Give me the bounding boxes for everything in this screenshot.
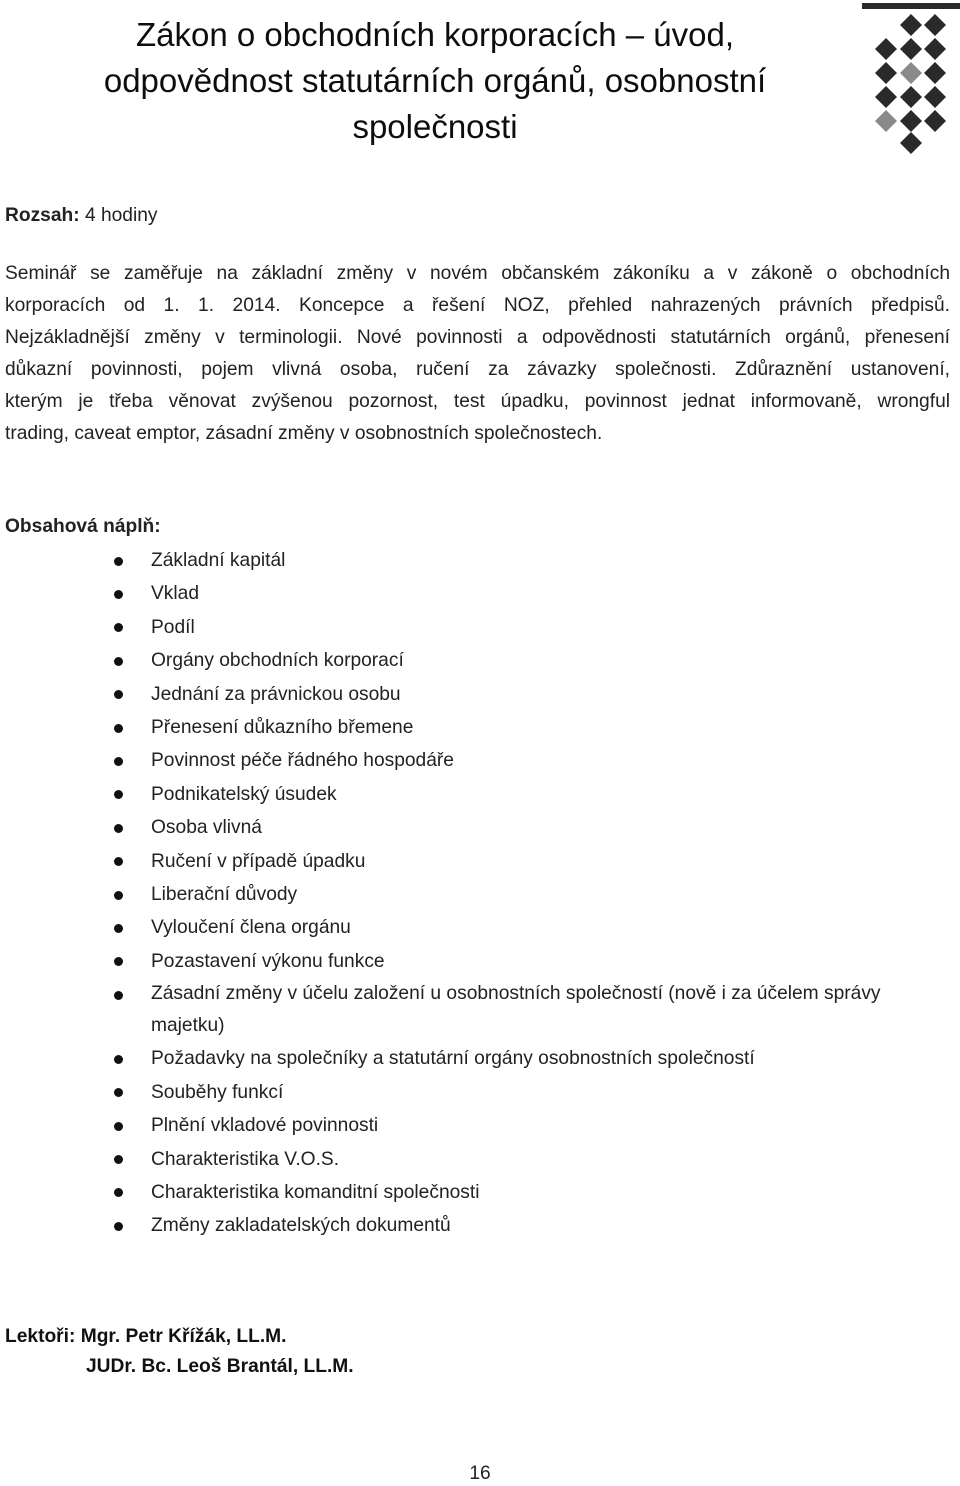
bullet-icon: [114, 790, 123, 799]
bullet-icon: [114, 623, 123, 632]
scope-line: [5, 200, 158, 232]
list-item: Povinnost péče řádného hospodáře: [0, 744, 960, 777]
bullet-icon: [114, 690, 123, 699]
bullet-icon: [114, 1222, 123, 1231]
list-item: Souběhy funkcí: [0, 1076, 960, 1109]
list-item: Plnění vkladové povinnosti: [0, 1109, 960, 1142]
title-line: společnosti: [352, 108, 518, 145]
bullet-icon: [114, 724, 123, 733]
description-line: Nejzákladnější změny v terminologii. Nové povinnosti a odpovědnosti statutárních orgánů, přenesení: [5, 327, 950, 348]
list-item: Přenesení důkazního břemene: [0, 711, 960, 744]
page-number: 16: [469, 1463, 491, 1484]
description-paragraph: [5, 258, 950, 450]
list-item: Požadavky na společníky a statutární orgány osobnostních společností: [0, 1042, 960, 1075]
list-item: Podnikatelský úsudek: [0, 778, 960, 811]
list-item: Základní kapitál: [0, 544, 960, 577]
bullet-icon: [114, 857, 123, 866]
description-line: trading, caveat emptor, zásadní změny v osobnostních společnostech.: [5, 423, 603, 444]
list-item: Liberační důvody: [0, 878, 960, 911]
title-line: Zákon o obchodních korporacích – úvod,: [135, 16, 735, 53]
bullet-icon: [114, 1055, 123, 1064]
lecturer-name: JUDr. Bc. Leoš Brantál, LL.M.: [86, 1356, 354, 1377]
bullet-icon: [114, 891, 123, 900]
list-item: Pozastavení výkonu funkce: [0, 945, 960, 978]
list-item: Charakteristika V.O.S.: [0, 1143, 960, 1176]
title-line: odpovědnost statutárních orgánů, osobnostní: [103, 62, 767, 99]
description-line: kterým je třeba věnovat zvýšenou pozornost, test úpadku, povinnost jednat informovaně, wrongful: [5, 391, 950, 412]
list-item: Změny zakladatelských dokumentů: [0, 1209, 960, 1242]
description-line: Seminář se zaměřuje na základní změny v novém občanském zákoníku a v zákoně o obchodních: [5, 263, 950, 284]
scope-value: 4 hodiny: [79, 205, 158, 226]
list-item: Ručení v případě úpadku: [0, 845, 960, 878]
bullet-icon: [114, 757, 123, 766]
page-title: [40, 12, 830, 150]
bullet-icon: [114, 991, 123, 1000]
lecturers-label: Lektoři:: [5, 1326, 76, 1347]
scope-label: Rozsah:: [5, 205, 80, 226]
description-line: důkazní povinnosti, pojem vlivná osoba, ručení za závazky společnosti. Zdůraznění ustanovení,: [5, 359, 950, 380]
list-item: Osoba vlivná: [0, 811, 960, 844]
list-item: Jednání za právnickou osobu: [0, 678, 960, 711]
bullet-icon: [114, 1122, 123, 1131]
description-line: korporacích od 1. 1. 2014. Koncepce a řešení NOZ, přehled nahrazených právních předpisů.: [5, 295, 950, 316]
bullet-icon: [114, 824, 123, 833]
diamond-grid-logo-icon: [858, 0, 960, 155]
lecturer-name: Mgr. Petr Křížák, LL.M.: [80, 1326, 287, 1347]
list-item: Vklad: [0, 577, 960, 610]
bullet-icon: [114, 657, 123, 666]
list-item: Vyloučení člena orgánu: [0, 911, 960, 944]
bullet-icon: [114, 924, 123, 933]
bullet-icon: [114, 1188, 123, 1197]
lecturers-block: [5, 1322, 354, 1382]
bullet-icon: [114, 1088, 123, 1097]
list-item: Zásadní změny v účelu založení u osobnostních společností (nově i za účelem správy majetku): [0, 978, 960, 1042]
bullet-icon: [114, 957, 123, 966]
list-item: Charakteristika komanditní společnosti: [0, 1176, 960, 1209]
contents-heading: Obsahová náplň:: [5, 516, 161, 537]
list-item: Podíl: [0, 611, 960, 644]
bullet-icon: [114, 590, 123, 599]
bullet-icon: [114, 1155, 123, 1164]
list-item: Orgány obchodních korporací: [0, 644, 960, 677]
contents-list: [0, 544, 960, 1243]
bullet-icon: [114, 557, 123, 566]
